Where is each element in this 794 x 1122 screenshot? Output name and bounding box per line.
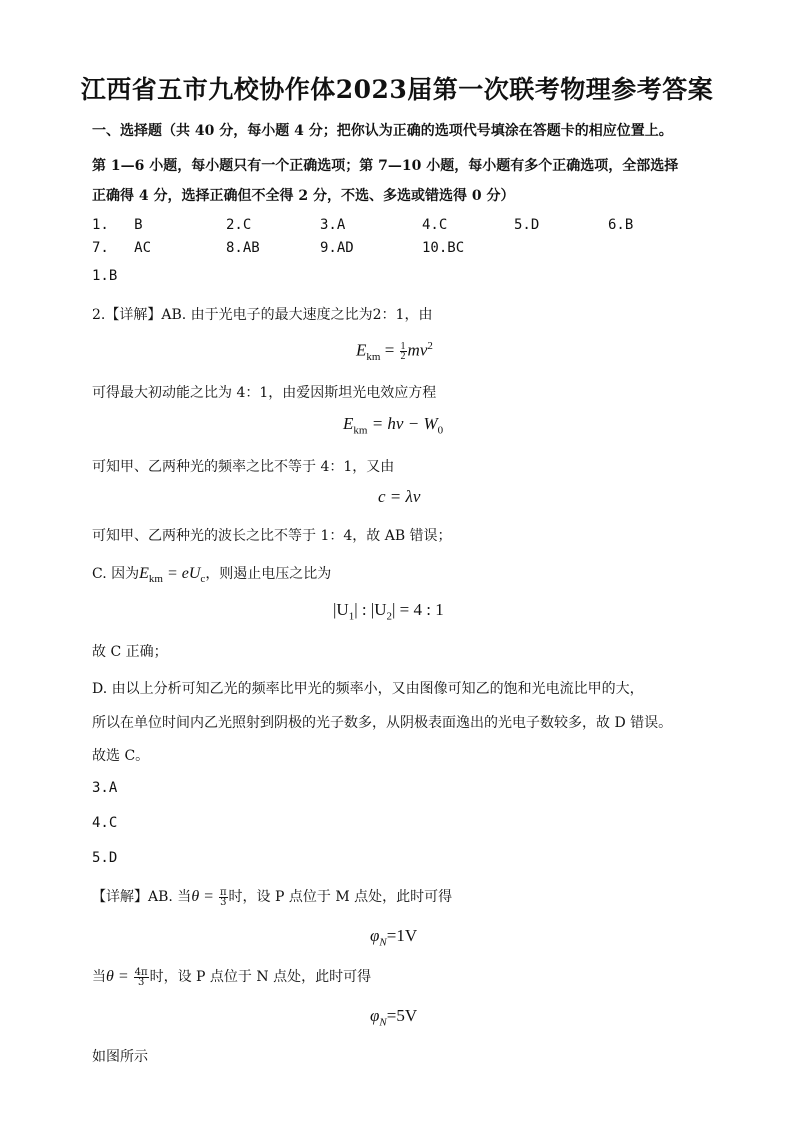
q2-equation-4: $|U_1|$ : $|U_2| = 4$ : 1 [333, 600, 444, 623]
q5-detail-line-2: 当θ = $\frac{4\pi}{3}$ 时，设 P 点位于 N 点处，此时可得 [92, 966, 372, 988]
answer-item: 6.B [608, 217, 634, 233]
q2-c-conclusion: 故 C 正确； [92, 644, 168, 660]
q5-detail-final: 如图所示 [92, 1049, 148, 1065]
answer-item: 10.BC [422, 240, 465, 256]
q5-answer: 5.D [92, 850, 118, 866]
q2-line-2: 可得最大初动能之比为 4：1，由爱因斯坦光电效应方程 [92, 385, 437, 401]
q2-option-c: C. 因为$E_{km} = eU_c$，则遏止电压之比为 [92, 565, 332, 586]
q3-answer: 3.A [92, 780, 118, 796]
q1-answer: 1.B [92, 268, 118, 284]
answer-item: 3.A [320, 217, 346, 233]
section-note-line1: 第 1—6 小题，每小题只有一个正确选项；第 7—10 小题，每小题有多个正确选项，全部选择 [92, 158, 679, 174]
q2-option-d-line-2: 所以在单位时间内乙光照射到阴极的光子数多，从阴极表面逸出的光电子数较多，故 D 错误。 [92, 715, 673, 731]
q4-answer: 4.C [92, 815, 118, 831]
q2-equation-1: $E_{km}$ = $\frac{1}{2}$ $mv^2$ [356, 340, 433, 364]
q2-intro: 2.【详解】AB. 由于光电子的最大速度之比为2：1，由 [92, 307, 433, 323]
q5-equation-2: $\varphi_N=5V$ [370, 1006, 418, 1029]
answer-item: 1. B [92, 217, 143, 233]
q2-final: 故选 C。 [92, 748, 150, 764]
answer-item: 4.C [422, 217, 448, 233]
q5-equation-1: $\varphi_N=1V$ [370, 926, 418, 949]
section-note-line2: 正确得 4 分，选择正确但不全得 2 分，不选、多选或错选得 0 分） [92, 188, 515, 204]
answer-item: 7. AC [92, 240, 152, 256]
answer-item: 8.AB [226, 240, 260, 256]
q2-option-d-line-1: D. 由以上分析可知乙光的频率比甲光的频率小，又由图像可知乙的饱和光电流比甲的大， [92, 681, 644, 697]
q2-line-3: 可知甲、乙两种光的频率之比不等于 4：1，又由 [92, 459, 395, 475]
answer-item: 9.AD [320, 240, 354, 256]
answer-item: 5.D [514, 217, 540, 233]
answer-item: 2.C [226, 217, 252, 233]
q2-line-4: 可知甲、乙两种光的波长之比不等于 1：4，故 AB 错误； [92, 528, 452, 544]
q2-equation-3: c = λν [378, 487, 421, 506]
q2-equation-2: $E_{km} = h\nu - W_0$ [343, 414, 444, 437]
page-title: 江西省五市九校协作体2023届第一次联考物理参考答案 [80, 75, 714, 104]
q5-detail-intro: 【详解】AB. 当θ = $\frac{\pi}{3}$ 时，设 P 点位于 M 点处，此时可得 [92, 886, 453, 908]
section-heading: 一、选择题（共 40 分，每小题 4 分；把你认为正确的选项代号填涂在答题卡的相应位置上。 [92, 123, 673, 139]
